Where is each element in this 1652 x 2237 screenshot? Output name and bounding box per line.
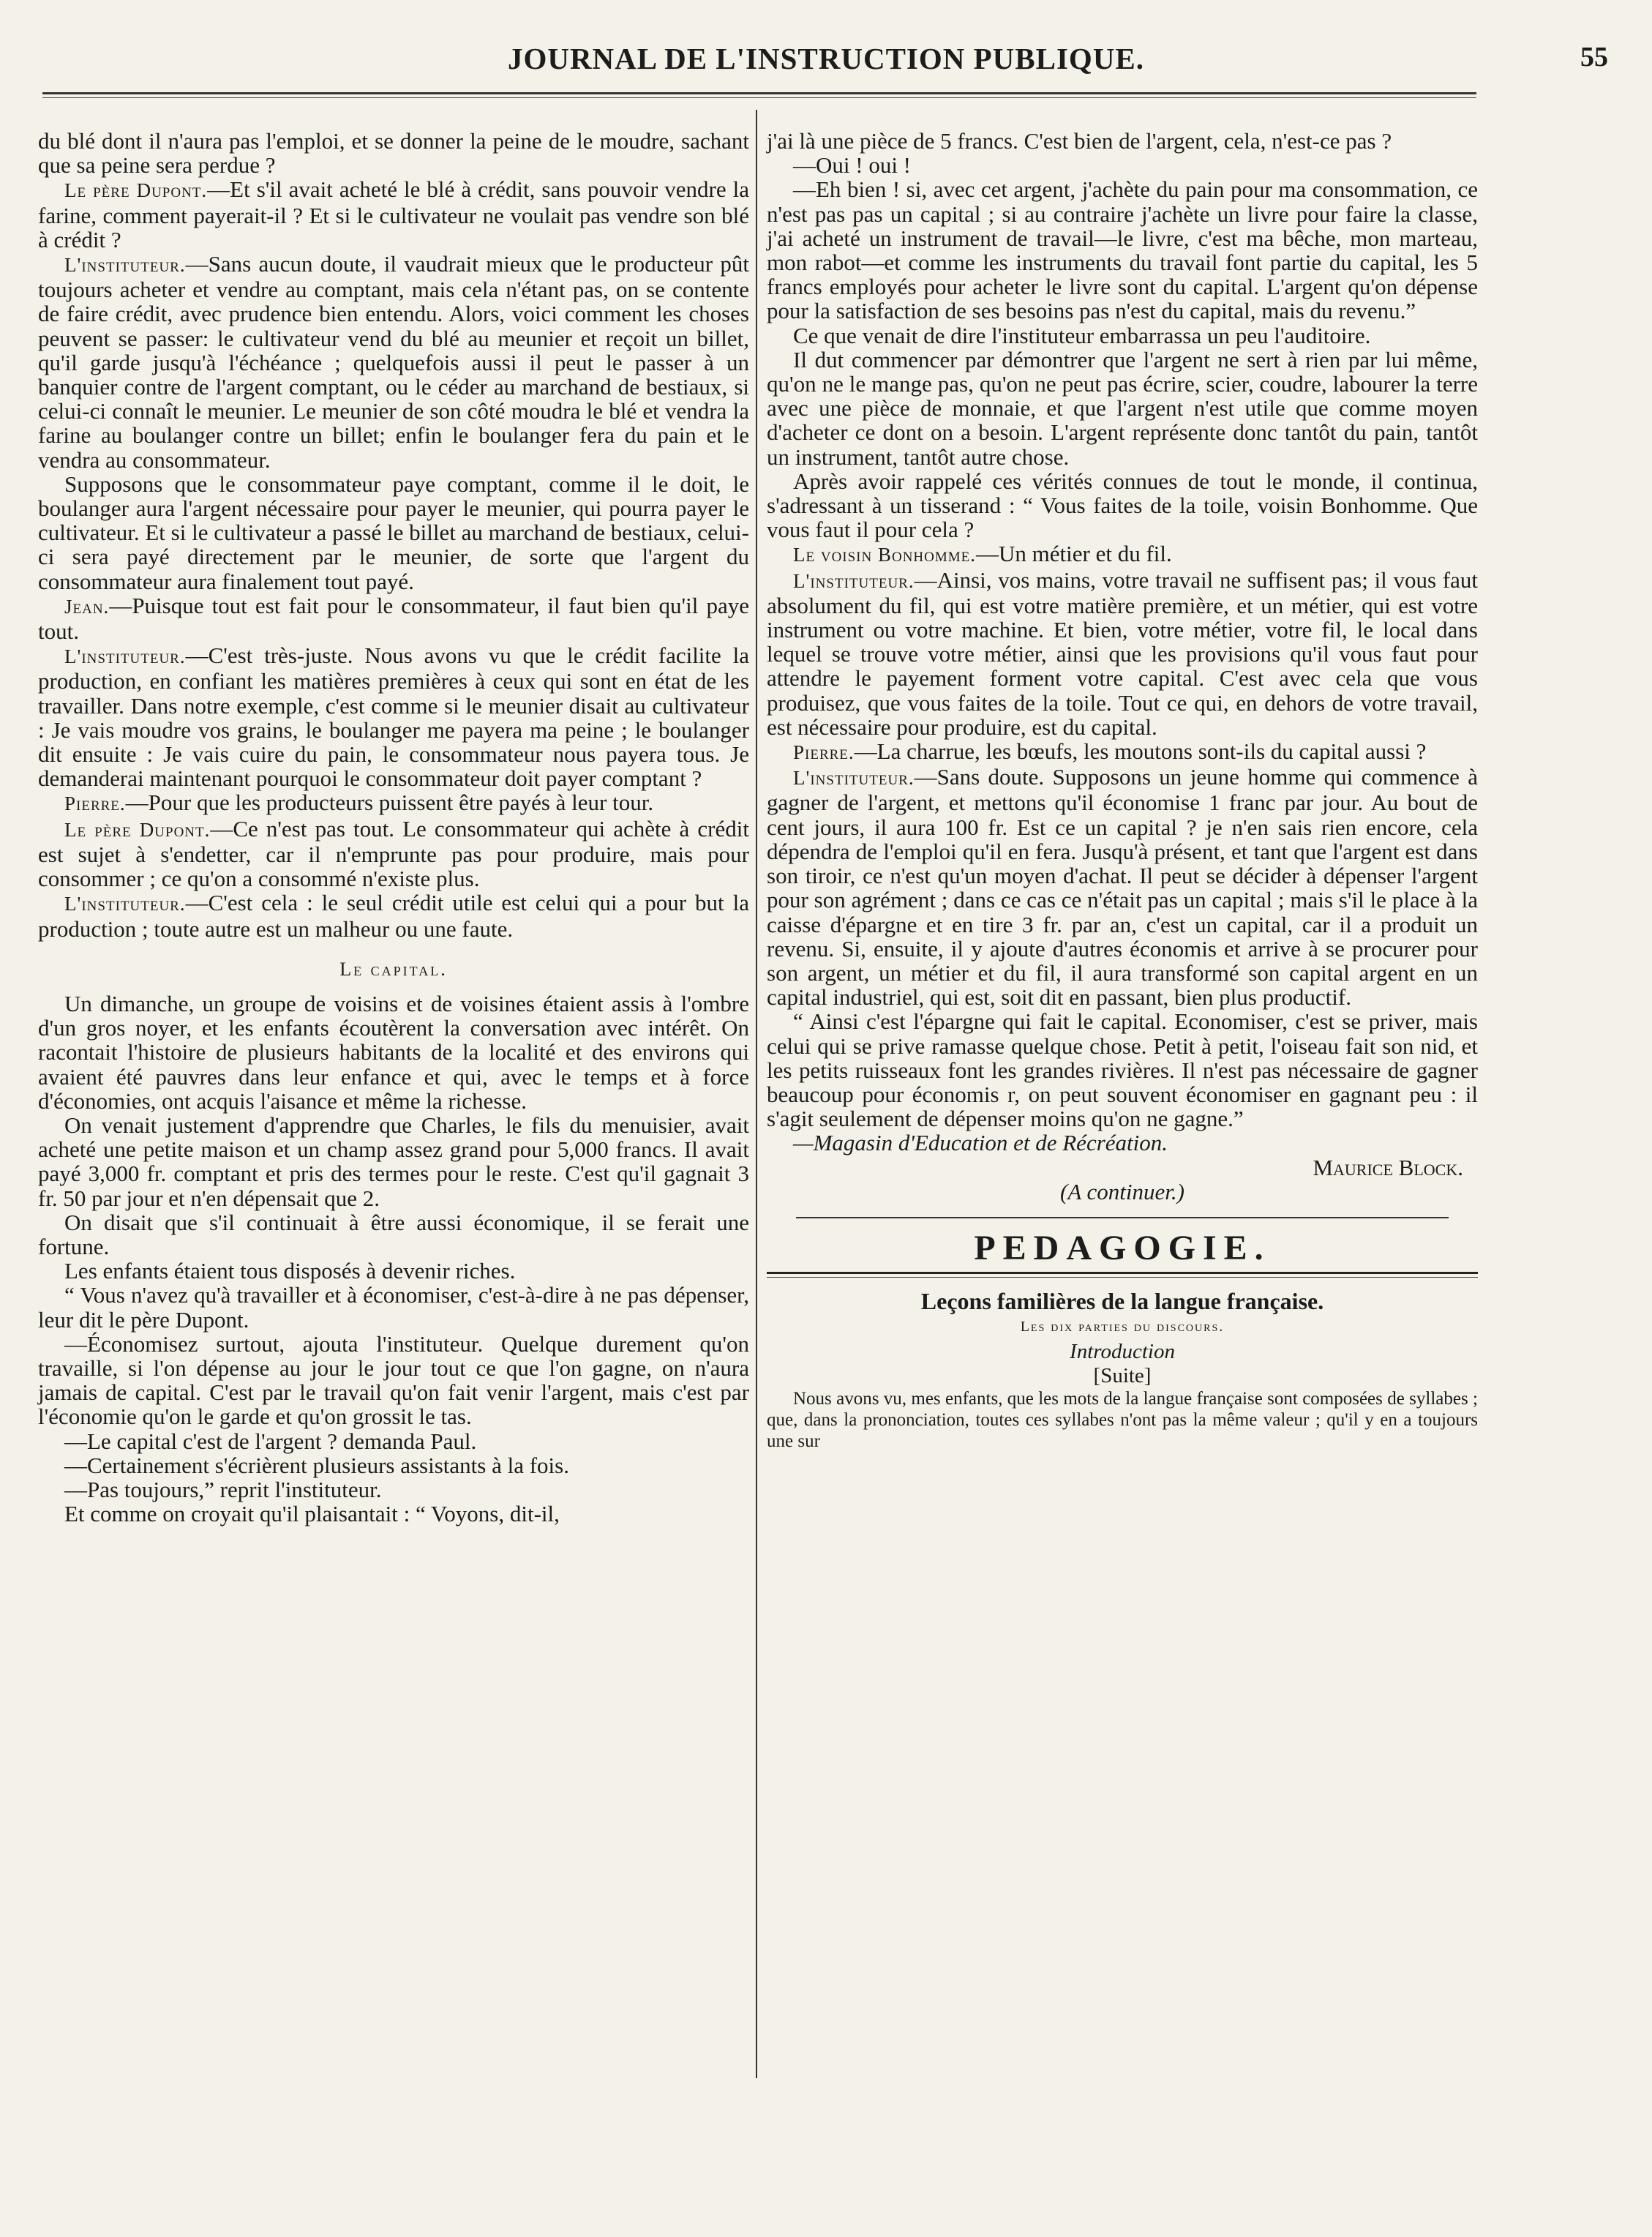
speaker: L'instituteur. (64, 645, 186, 668)
paragraph: Après avoir rappelé ces vérités connues de tout le monde, il continua, s'adressant à un tisserand : “ Vous faites de la toile, voisin Bonhomme. Que vous faut il pour cela ? (767, 468, 1478, 543)
paragraph: —Le capital c'est de l'argent ? demanda Paul. (64, 1428, 477, 1454)
speaker: L'instituteur. (64, 254, 186, 277)
dialogue-paragraph (38, 643, 749, 790)
paragraph: Et comme on croyait qu'il plaisantait : “ Voyons, dit-il, (64, 1501, 560, 1527)
section-heading-pedagogie: PEDAGOGIE. (974, 1228, 1271, 1267)
section-rule (796, 1217, 1449, 1218)
speaker: Le voisin Bonhomme. (793, 544, 977, 566)
speaker: Jean. (64, 595, 110, 618)
paragraph: Supposons que le consommateur paye comptant, comme il le doit, le boulanger aura l'argent nécessaire pour payer le meunier, qui pourra payer le cultivateur. Et si le cultivateur a passé le billet au marchand de bestiaux, celui-ci sera payé directement par le meunier, de sorte que l'argent du consommateur aura finalement tout payé. (38, 471, 749, 594)
paragraph: —Pas toujours,” reprit l'instituteur. (64, 1476, 382, 1502)
left-column (38, 129, 749, 1526)
dialogue-paragraph (767, 568, 1478, 739)
paragraph: On venait justement d'apprendre que Charles, le fils du menuisier, avait acheté une petite maison et un champ assez grand pour 5,000 francs. Il avait payé 3,000 fr. comptant et pris des termes pour le reste. C'est qu'il gagnait 3 fr. 50 par jour et n'en dépensait que 2. (38, 1112, 749, 1211)
section-heading-capital: Le capital. (339, 958, 448, 980)
dialogue-paragraph (767, 542, 1478, 567)
paragraph: “ Vous n'avez qu'à travailler et à économiser, c'est-à-dire à ne pas dépenser, leur dit le père Dupont. (38, 1282, 749, 1333)
paragraph: Ce que venait de dire l'instituteur embarrassa un peu l'auditoire. (793, 322, 1371, 348)
speaker: Le père Dupont. (64, 818, 211, 841)
dialogue-text: —Sans aucun doute, il vaudrait mieux que le producteur pût toujours acheter et vendre au comptant, mais cela n'étant pas, on se contente de faire crédit, avec prudence bien entendu. Alors, voici comment les choses peuvent se passer: le cultivateur vend du blé au meunier et reçoit un billet, qu'il garde jusqu'à l'échéance ; quelquefois aussi il peut le passer à un banquier contre de l'argent comptant, ou le céder au marchand de bestiaux, si celui-ci connaît le meunier. Le meunier de son côté moudra le blé et vendra la farine au boulanger contre un billet; enfin le boulanger fera du pain et le vendra au consommateur. (38, 251, 749, 473)
right-column (767, 129, 1478, 1452)
lesson-intro-heading: Introduction (1070, 1339, 1175, 1363)
speaker: Pierre. (793, 741, 855, 764)
dialogue-paragraph (38, 177, 749, 252)
dialogue-text: —Sans doute. Supposons un jeune homme qui commence à gagner de l'argent, et mettons qu'il économise 1 franc par jour. Au bout de cent jours, il aura 100 fr. Est ce un capital ? je n'en sais rien encore, cela dépendra de l'emploi qu'il en fera. Jusqu'à présent, et tant que l'argent est dans son tiroir, ce n'est qu'un moyen d'achat. Il peut se décider à dépenser l'argent pour son agrément ; dans ce cas ce n'était pas un capital ; mais s'il le place à la caisse d'épargne et en tire 3 fr. par an, c'est un capital, car il a produit un revenu. Si, ensuite, il y ajoute d'autres économis et arrive à se procurer pour son argent, un métier et du fil, il aura transformé son capital argent en un capital industriel, qui est, soit dit en passant, bien plus productif. (767, 764, 1478, 1011)
paragraph: Les enfants étaient tous disposés à devenir riches. (64, 1258, 516, 1284)
speaker: Le père Dupont. (64, 179, 208, 202)
source-citation: —Magasin d'Education et de Récréation. (793, 1130, 1168, 1156)
dialogue-text: —Puisque tout est fait pour le consommateur, il faut bien qu'il paye tout. (38, 592, 749, 645)
paragraph: j'ai là une pièce de 5 francs. C'est bien de l'argent, cela, n'est-ce pas ? (767, 128, 1392, 154)
paragraph: —Oui ! oui ! (793, 152, 912, 179)
dialogue-paragraph (38, 891, 749, 940)
paragraph: “ Ainsi c'est l'épargne qui fait le capital. Economiser, c'est se priver, mais celui qui se prive ramasse quelque chose. Petit à petit, l'oiseau fait son nid, et les petits ruisseaux font les grandes rivières. Il n'est pas nécessaire de gagner beaucoup pour économis r, on peut souvent économiser en gagnant peu : il s'agit seulement de dépenser moins qu'on ne gagne.” (767, 1008, 1478, 1132)
paragraph: —Économisez surtout, ajouta l'instituteur. Quelque durement qu'on travaille, si l'on dépense au jour le jour tout ce que l'on gagne, on n'aura jamais de capital. C'est par le travail qu'on fait venir l'argent, mais c'est par l'économie qu'on le garde et qu'on grossit le tas. (38, 1330, 749, 1430)
author-signature: Maurice Block. (1313, 1154, 1463, 1180)
paragraph: On disait que s'il continuait à être aussi économique, il se ferait une fortune. (38, 1209, 749, 1259)
dialogue-paragraph (38, 252, 749, 472)
running-title: JOURNAL DE L'INSTRUCTION PUBLIQUE. (507, 42, 1145, 75)
lesson-title: Leçons familières de la langue française. (920, 1288, 1324, 1315)
paragraph: Un dimanche, un groupe de voisins et de voisines étaient assis à l'ombre d'un gros noyer, et les enfants écoutèrent la conversation avec intérêt. On racontait l'histoire de plusieurs habitants de la localité et des environs qui avaient été pauvres dans leur enfance et qui, avec le temps et à force d'économies, ont acquis l'aisance et même la richesse. (38, 990, 749, 1114)
dialogue-paragraph (38, 593, 749, 643)
dialogue-text: —La charrue, les bœufs, les moutons sont-ils du capital aussi ? (854, 738, 1427, 765)
speaker: L'instituteur. (793, 569, 915, 592)
dialogue-paragraph (767, 765, 1478, 1009)
speaker: L'instituteur. (64, 893, 186, 915)
speaker: Pierre. (64, 792, 126, 815)
dialogue-paragraph (767, 739, 1478, 765)
continued-note: (A continuer.) (1060, 1178, 1184, 1204)
paragraph: Il dut commencer par démontrer que l'argent ne sert à rien par lui même, qu'on ne le mange pas, qu'on ne peut pas écrire, scier, coudre, labourer la terre avec une pièce de monnaie, et que l'argent n'est utile que comme moyen d'acheter ce dont on a besoin. L'argent représente donc tantôt du pain, tantôt un instrument, tantôt autre chose. (767, 346, 1478, 470)
paragraph: —Eh bien ! si, avec cet argent, j'achète du pain pour ma consommation, ce n'est pas pas un capital ; si au contraire j'achète un livre pour faire la classe, j'ai acheté un instrument de travail—le livre, c'est ma bêche, mon marteau, mon rabot—et comme les instruments du travail font partie du capital, les 5 francs employés pour acheter le livre sont du capital. L'argent qu'on dépense pour la satisfaction de ses besoins pas n'est du capital, mais du revenu.” (767, 176, 1478, 324)
dialogue-text: —C'est très-juste. Nous avons vu que le crédit facilite la production, en confiant les matières premières à ceux qui sont en état de les travailler. Dans notre exemple, c'est comme si le meunier disait au cultivateur : Je vais moudre vos grains, le boulanger me payera ma peine ; le boulanger dit ensuite : Je vais cuire du pain, le consommateur nous payera tous. Je demanderai maintenant pourquoi le consommateur doit payer comptant ? (38, 642, 749, 792)
paragraph: du blé dont il n'aura pas l'emploi, et se donner la peine de le moudre, sachant que sa peine sera perdue ? (38, 128, 749, 179)
header-rule (42, 92, 1476, 98)
lesson-subtitle: Les dix parties du discours. (1020, 1319, 1225, 1335)
dialogue-text: —Ce n'est pas tout. Le consommateur qui achète à crédit est sujet à s'endetter, car il n'emprunte pas pour produire, mais pour consommer ; ce qu'on a consommé n'existe plus. (38, 815, 749, 892)
dialogue-text: —Et s'il avait acheté le blé à crédit, sans pouvoir vendre la farine, comment payerait-il ? Et si le cultivateur ne voulait pas vendre son blé à crédit ? (38, 176, 749, 252)
lesson-suite-label: [Suite] (1093, 1363, 1152, 1387)
paragraph: Nous avons vu, mes enfants, que les mots de la langue française sont composées de syllabes ; que, dans la prononciation, toutes ces syllabes n'ont pas la même valeur ; qu'il y en a toujours une sur (767, 1388, 1478, 1451)
speaker: L'instituteur. (793, 767, 915, 790)
dialogue-paragraph (38, 790, 749, 816)
dialogue-text: —Ainsi, vos mains, votre travail ne suffisent pas; il vous faut absolument du fil, qui est votre matière première, et un métier, qui est votre instrument ou votre machine. Et bien, votre métier, votre fil, le local dans lequel se trouve votre métier, ainsi que les provisions qu'il vous faut pour attendre le payement forment votre capital. C'est avec cela que vous produisez, que vous faites de la toile. Tout ce qui, en dehors de votre travail, est nécessaire pour produire, est du capital. (767, 566, 1478, 740)
paragraph: —Certainement s'écrièrent plusieurs assistants à la fois. (64, 1452, 569, 1478)
dialogue-text: —Un métier et du fil. (976, 541, 1172, 567)
column-divider (756, 110, 757, 2078)
double-rule (767, 1272, 1478, 1278)
page-header (29, 41, 1623, 78)
dialogue-text: —C'est cela : le seul crédit utile est celui qui a pour but la production ; toute autre est un malheur ou une faute. (38, 890, 749, 942)
dialogue-paragraph (38, 817, 749, 891)
page-number: 55 (1580, 42, 1608, 72)
dialogue-text: —Pour que les producteurs puissent être payés à leur tour. (125, 790, 654, 816)
